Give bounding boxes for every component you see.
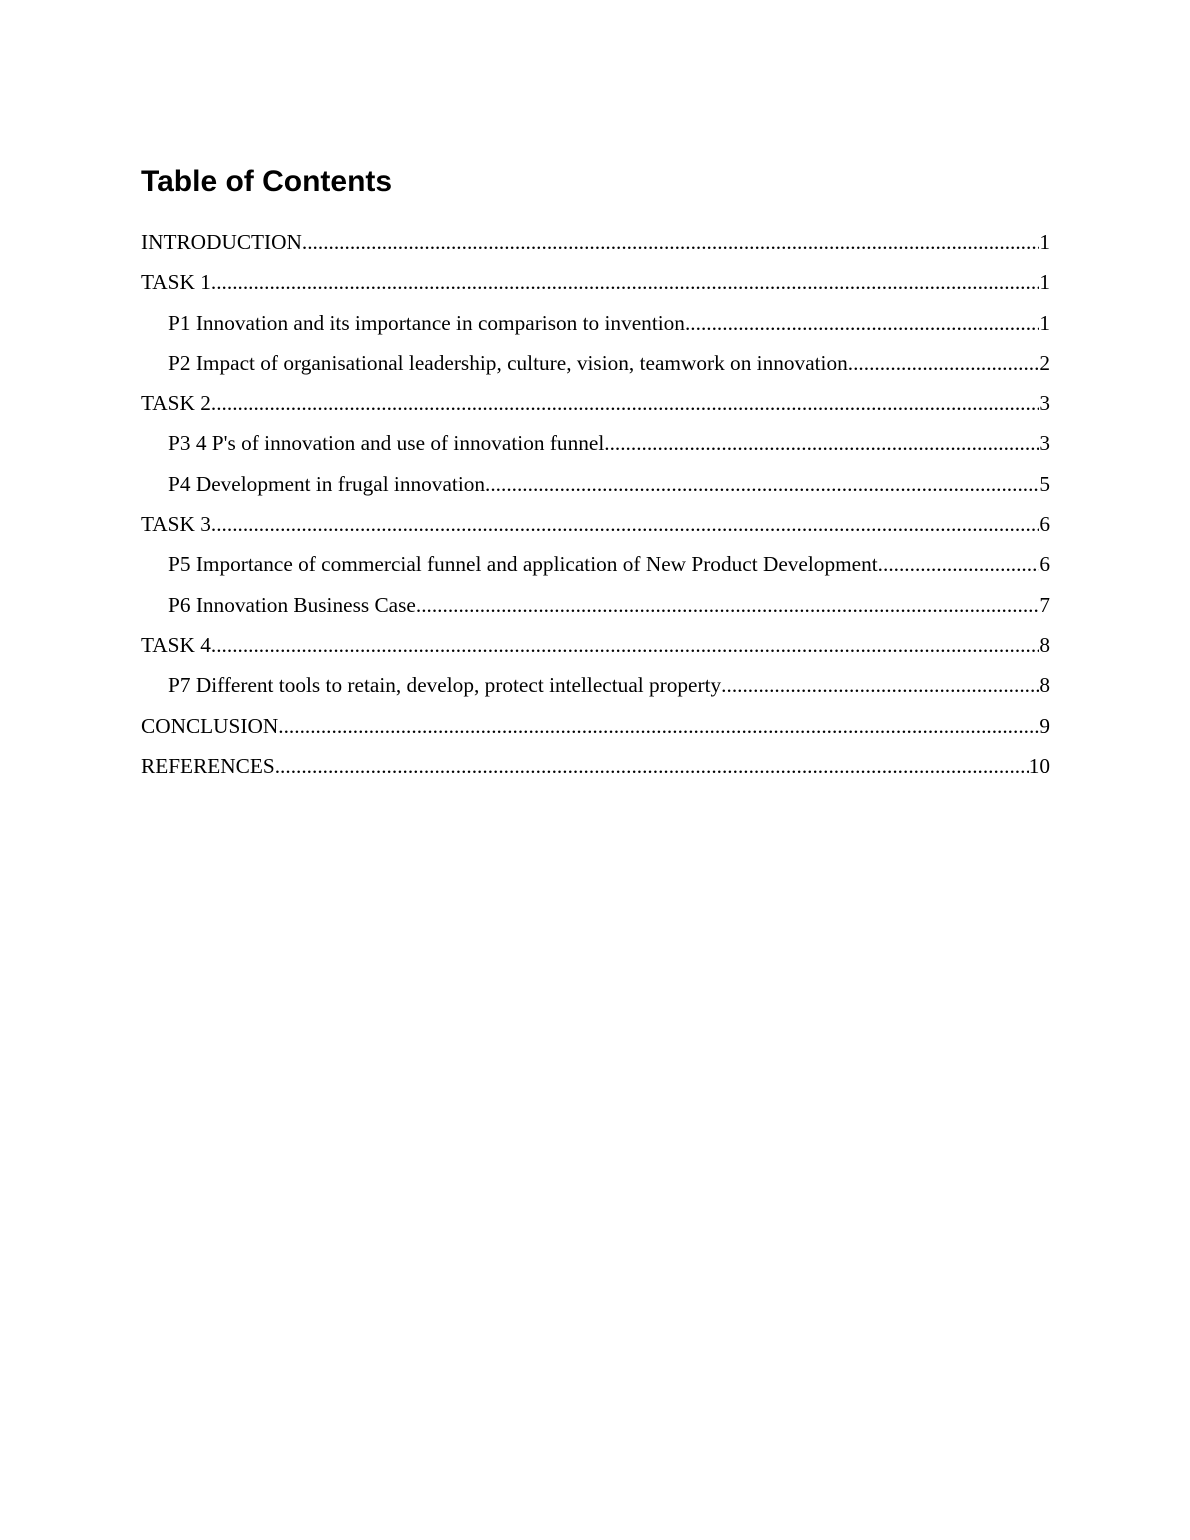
toc-entry-text: P2 Impact of organisational leadership, culture, vision, teamwork on innovation	[168, 350, 848, 375]
toc-entry-page: 6	[1039, 512, 1050, 537]
toc-entry-task-4[interactable]	[141, 625, 1050, 665]
toc-entry-text: CONCLUSION	[141, 713, 279, 738]
toc-entry-page: 5	[1039, 471, 1050, 496]
toc-entry-page: 1	[1039, 310, 1050, 335]
toc-entry-text: P6 Innovation Business Case	[168, 592, 416, 617]
toc-entry-p6[interactable]	[141, 585, 1050, 625]
toc-entry-text: TASK 3	[141, 512, 211, 537]
toc-leader-dots	[211, 383, 1039, 423]
toc-leader-dots	[416, 585, 1039, 625]
toc-leader-dots	[848, 343, 1040, 383]
toc-leader-dots	[278, 706, 1039, 746]
toc-entry-task-3[interactable]	[141, 504, 1050, 544]
toc-entry-page: 8	[1039, 673, 1050, 698]
toc-entry-page: 10	[1028, 753, 1050, 778]
toc-entry-page: 9	[1039, 713, 1050, 738]
toc-leader-dots	[211, 262, 1039, 302]
toc-entry-p2[interactable]	[141, 343, 1050, 383]
toc-list	[141, 222, 1050, 786]
toc-leader-dots	[485, 464, 1039, 504]
toc-leader-dots	[275, 746, 1029, 786]
toc-entry-conclusion[interactable]	[141, 706, 1050, 746]
toc-entry-page: 3	[1039, 431, 1050, 456]
toc-entry-text: P1 Innovation and its importance in comparison to invention	[168, 310, 685, 335]
toc-leader-dots	[685, 303, 1039, 343]
toc-entry-page: 8	[1039, 632, 1050, 657]
toc-entry-p7[interactable]	[141, 665, 1050, 705]
toc-entry-page: 2	[1039, 350, 1050, 375]
toc-entry-page: 1	[1039, 270, 1050, 295]
toc-entry-text: P5 Importance of commercial funnel and application of New Product Development	[168, 552, 878, 577]
toc-entry-task-2[interactable]	[141, 383, 1050, 423]
toc-entry-text: P4 Development in frugal innovation	[168, 471, 486, 496]
toc-entry-text: INTRODUCTION	[141, 230, 302, 254]
toc-entry-references[interactable]	[141, 746, 1050, 786]
toc-entry-page: 3	[1039, 391, 1050, 416]
toc-entry-task-1[interactable]	[141, 262, 1050, 302]
toc-leader-dots	[878, 544, 1040, 584]
toc-entry-page: 1	[1039, 230, 1050, 254]
toc-entry-text: TASK 1	[141, 270, 211, 295]
toc-leader-dots	[721, 665, 1039, 705]
toc-entry-text: REFERENCES	[141, 753, 275, 778]
toc-entry-p4[interactable]	[141, 464, 1050, 504]
toc-entry-p1[interactable]	[141, 303, 1050, 343]
toc-entry-text: TASK 2	[141, 391, 211, 416]
toc-entry-page: 7	[1039, 592, 1050, 617]
toc-entry-text: P7 Different tools to retain, develop, protect intellectual property	[168, 673, 722, 698]
toc-entry-text: P3 4 P's of innovation and use of innovation funnel	[168, 431, 605, 456]
toc-entry-p3[interactable]	[141, 423, 1050, 463]
toc-leader-dots	[302, 222, 1039, 262]
toc-leader-dots	[604, 423, 1039, 463]
toc-leader-dots	[211, 504, 1039, 544]
toc-entry-introduction[interactable]	[141, 222, 1050, 262]
toc-entry-p5[interactable]	[141, 544, 1050, 584]
toc-title: Table of Contents	[141, 165, 393, 198]
toc-entry-text: TASK 4	[141, 632, 211, 657]
toc-entry-page: 6	[1039, 552, 1050, 577]
toc-leader-dots	[211, 625, 1039, 665]
